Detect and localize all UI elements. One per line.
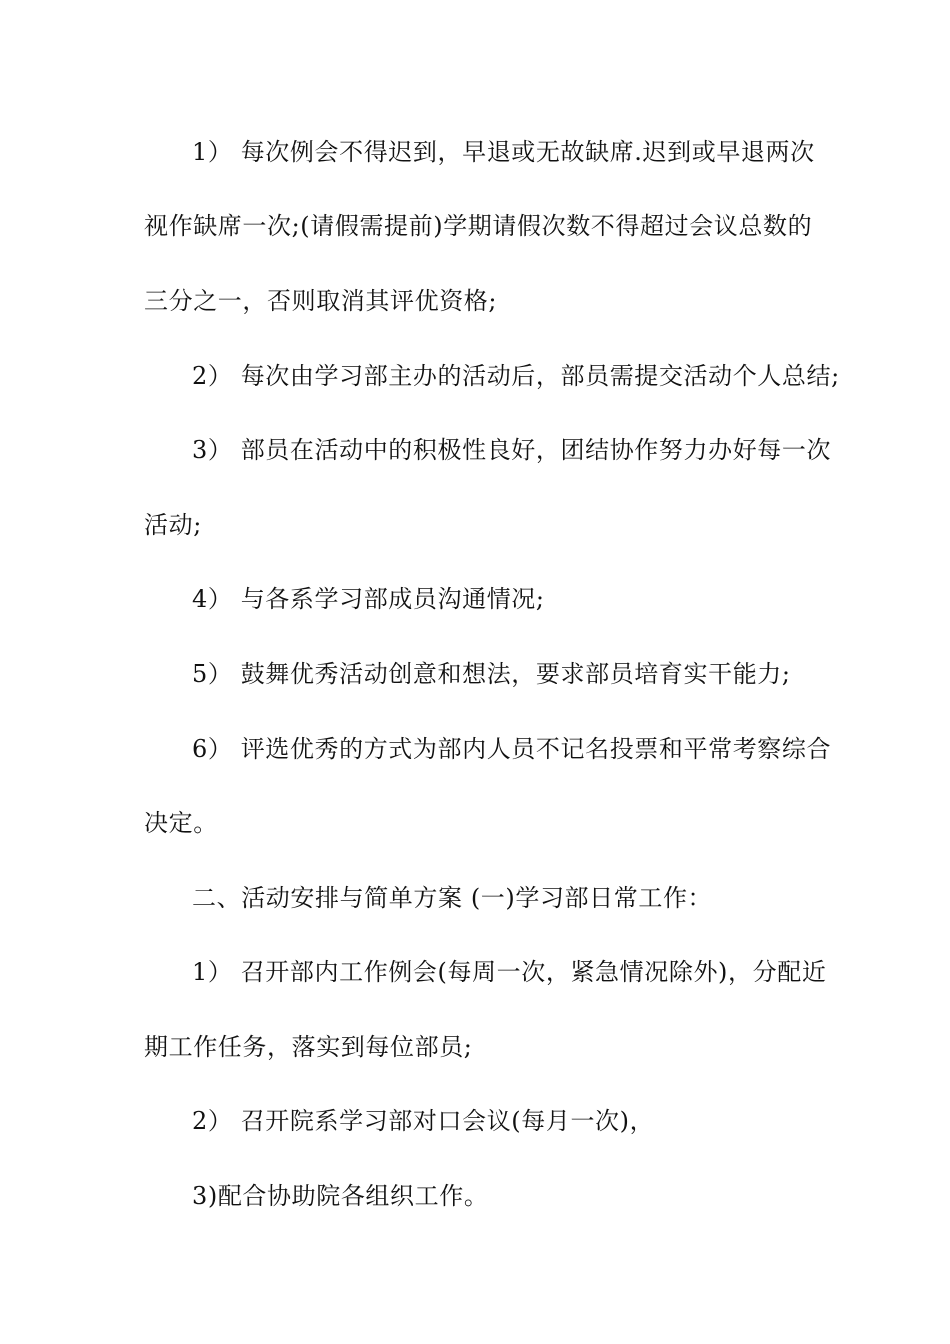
- text-line: 4） 与各系学习部成员沟通情况;: [192, 585, 545, 613]
- text-line: 活动;: [144, 511, 202, 539]
- text-line: 三分之一，否则取消其评优资格;: [144, 287, 498, 315]
- text-line: 2） 每次由学习部主办的活动后，部员需提交活动个人总结;: [192, 362, 840, 390]
- text-line: 期工作任务，落实到每位部员;: [144, 1033, 473, 1061]
- section-heading: 二、活动安排与简单方案 (一)学习部日常工作：: [192, 884, 713, 912]
- text-line: 3)配合协助院各组织工作。: [192, 1182, 489, 1210]
- text-line: 2） 召开院系学习部对口会议(每月一次)，: [192, 1107, 655, 1135]
- text-line: 1） 每次例会不得迟到，早退或无故缺席.迟到或早退两次: [192, 138, 815, 166]
- text-line: 决定。: [144, 809, 218, 837]
- text-line: 1） 召开部内工作例会(每周一次，紧急情况除外)，分配近: [192, 958, 827, 986]
- text-line: 3） 部员在活动中的积极性良好，团结协作努力办好每一次: [192, 436, 832, 464]
- text-line: 6） 评选优秀的方式为部内人员不记名投票和平常考察综合: [192, 735, 832, 763]
- text-line: 视作缺席一次;(请假需提前)学期请假次数不得超过会议总数的: [144, 212, 813, 240]
- text-line: 5） 鼓舞优秀活动创意和想法，要求部员培育实干能力;: [192, 660, 791, 688]
